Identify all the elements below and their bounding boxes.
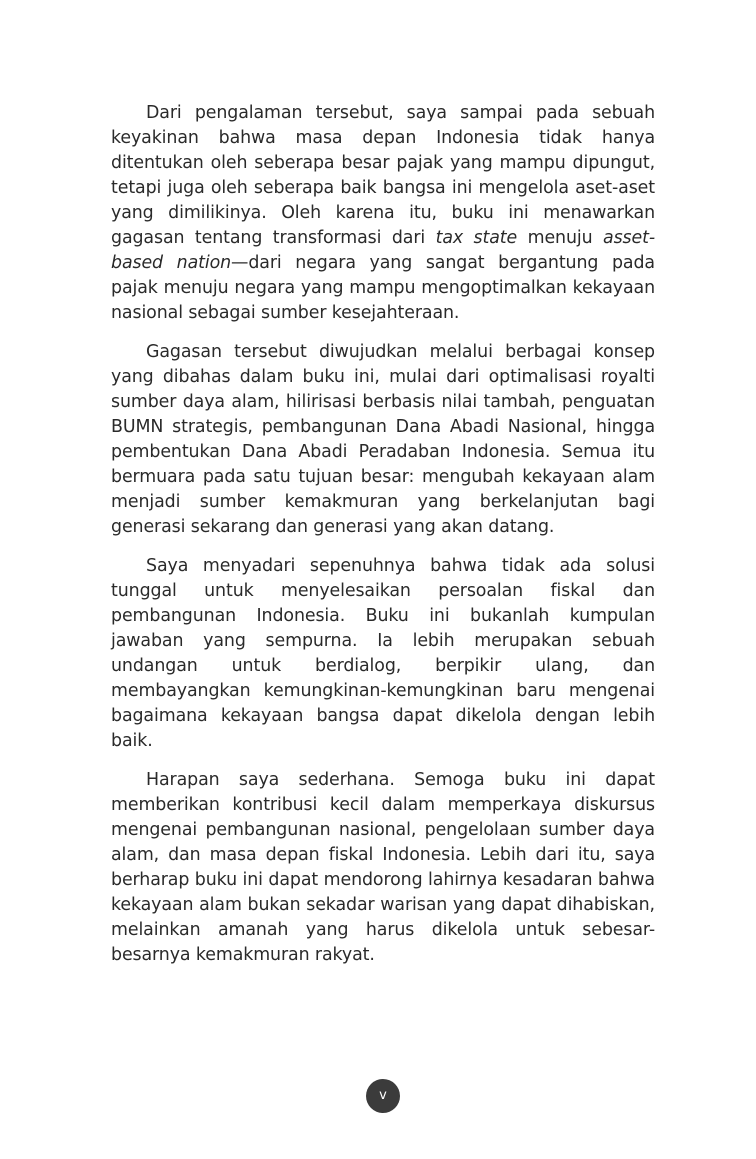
paragraph-1-text-3: —dari negara yang sangat bergantung pada pajak menuju negara yang mampu mengoptimalkan kekayaan nasional sebagai sumber kesejahteraan.: [111, 253, 655, 323]
paragraph-1-text-1: Dari pengalaman tersebut, saya sampai pada sebuah keyakinan bahwa masa depan Indonesia tidak hanya ditentukan oleh seberapa besar pajak yang mampu dipungut, tetapi juga oleh seberapa baik bangsa ini mengelola aset-aset yang dimilikinya. Oleh karena itu, buku ini menawarkan gagasan tentang transformasi dari: [111, 103, 655, 248]
paragraph-2: Gagasan tersebut diwujudkan melalui berbagai konsep yang dibahas dalam buku ini, mulai dari optimalisasi royalti sumber daya alam, hilirisasi berbasis nilai tambah, penguatan BUMN strategis, pembangunan Dana Abadi Nasional, hingga pembentukan Dana Abadi Peradaban Indonesia. Semua itu bermuara pada satu tujuan besar: mengubah kekayaan alam menjadi sumber kemakmuran yang berkelanjutan bagi generasi sekarang dan generasi yang akan datang.: [111, 342, 655, 537]
paragraph-3: Saya menyadari sepenuhnya bahwa tidak ada solusi tunggal untuk menyelesaikan persoalan fiskal dan pembangunan Indonesia. Buku ini bukanlah kumpulan jawaban yang sempurna. Ia lebih merupakan sebuah undangan untuk berdialog, berpikir ulang, dan membayangkan kemungkinan-kemungkinan baru mengenai bagaimana kekayaan bangsa dapat dikelola dengan lebih baik.: [111, 556, 655, 751]
paragraph-1-text-2: menuju: [517, 228, 604, 248]
paragraph-1: [111, 101, 655, 326]
page-number-badge: v: [366, 1079, 400, 1113]
paragraph-1-italic-tax-state: tax state: [435, 228, 518, 248]
paragraph-4: Harapan saya sederhana. Semoga buku ini dapat memberikan kontribusi kecil dalam memperkaya diskursus mengenai pembangunan nasional, pengelolaan sumber daya alam, dan masa depan fiskal Indonesia. Lebih dari itu, saya berharap buku ini dapat mendorong lahirnya kesadaran bahwa kekayaan alam bukan sekadar warisan yang dapat dihabiskan, melainkan amanah yang harus dikelola untuk sebesar-besarnya kemakmuran rakyat.: [111, 770, 655, 965]
body-text: [111, 101, 655, 982]
paragraph-1-italic-asset-based-nation: asset-based nation: [111, 228, 656, 273]
